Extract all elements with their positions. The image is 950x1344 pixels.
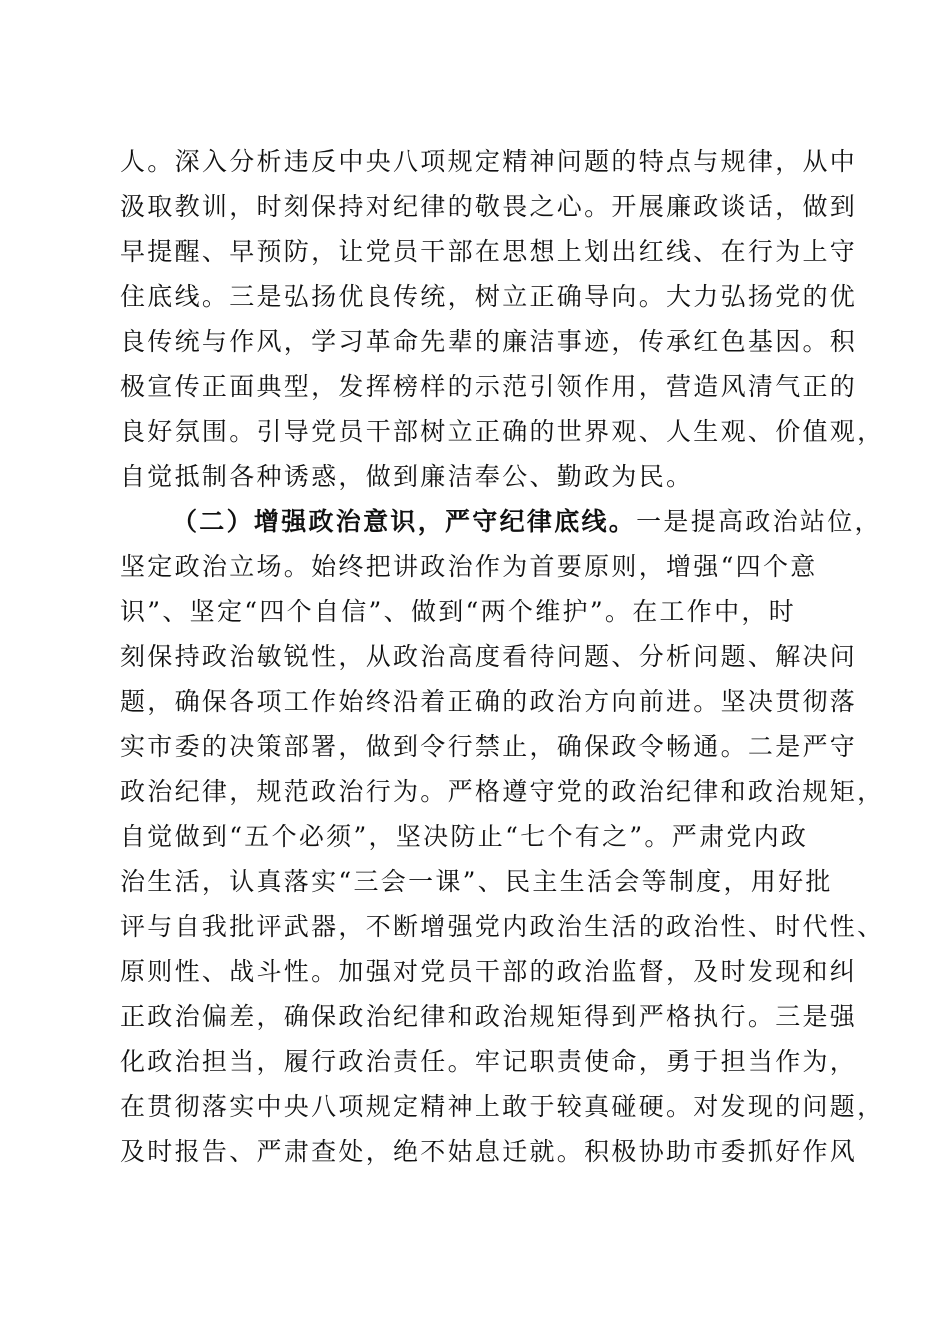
body-text: [120, 139, 885, 1174]
text-line: 自觉做到“五个必须”，坚决防止“七个有之”。严肃党内政: [120, 822, 809, 851]
text-line: 早提醒、早预防，让党员干部在思想上划出红线、在行为上守: [120, 237, 858, 266]
text-line: 政治纪律，规范政治行为。严格遵守党的政治纪律和政治规矩，: [120, 777, 885, 806]
text-line: 坚定政治立场。始终把讲政治作为首要原则，增强“四个意: [120, 552, 818, 581]
text-line: 人。深入分析违反中央八项规定精神问题的特点与规律，从中: [120, 147, 858, 176]
text-line: 住底线。三是弘扬优良传统，树立正确导向。大力弘扬党的优: [120, 282, 858, 311]
text-line: 良传统与作风，学习革命先辈的廉洁事迹，传承红色基因。积: [120, 327, 858, 356]
text-line: 正政治偏差，确保政治纪律和政治规矩得到严格执行。三是强: [120, 1002, 858, 1031]
text-line: 治生活，认真落实“三会一课”、民主生活会等制度，用好批: [120, 867, 833, 896]
text-line: 化政治担当，履行政治责任。牢记职责使命，勇于担当作为，: [120, 1047, 858, 1076]
text-line: 极宣传正面典型，发挥榜样的示范引领作用，营造风清气正的: [120, 372, 858, 401]
text-line: 及时报告、严肃查处，绝不姑息迁就。积极协助市委抓好作风: [120, 1137, 858, 1166]
text-line: 评与自我批评武器，不断增强党内政治生活的政治性、时代性、: [120, 912, 885, 941]
text-line: 刻保持政治敏锐性，从政治高度看待问题、分析问题、解决问: [120, 642, 858, 671]
text-line: 汲取教训，时刻保持对纪律的敬畏之心。开展廉政谈话，做到: [120, 192, 858, 221]
section-first-line-text: 一是提高政治站位，: [636, 507, 882, 536]
text-line: 识”、坚定“四个自信”、做到“两个维护”。在工作中，时: [120, 597, 797, 626]
text-line: 在贯彻落实中央八项规定精神上敢于较真碰硬。对发现的问题，: [120, 1092, 885, 1121]
text-line: 良好氛围。引导党员干部树立正确的世界观、人生观、价值观，: [120, 417, 885, 446]
text-line: 实市委的决策部署，做到令行禁止，确保政令畅通。二是严守: [120, 732, 858, 761]
section-heading-line: [120, 499, 882, 544]
text-line: 题，确保各项工作始终沿着正确的政治方向前进。坚决贯彻落: [120, 687, 858, 716]
section-heading: （二）增强政治意识，严守纪律底线。: [172, 507, 637, 536]
text-line: 原则性、战斗性。加强对党员干部的政治监督，及时发现和纠: [120, 957, 858, 986]
text-line: 自觉抵制各种诱惑，做到廉洁奉公、勤政为民。: [120, 462, 694, 491]
